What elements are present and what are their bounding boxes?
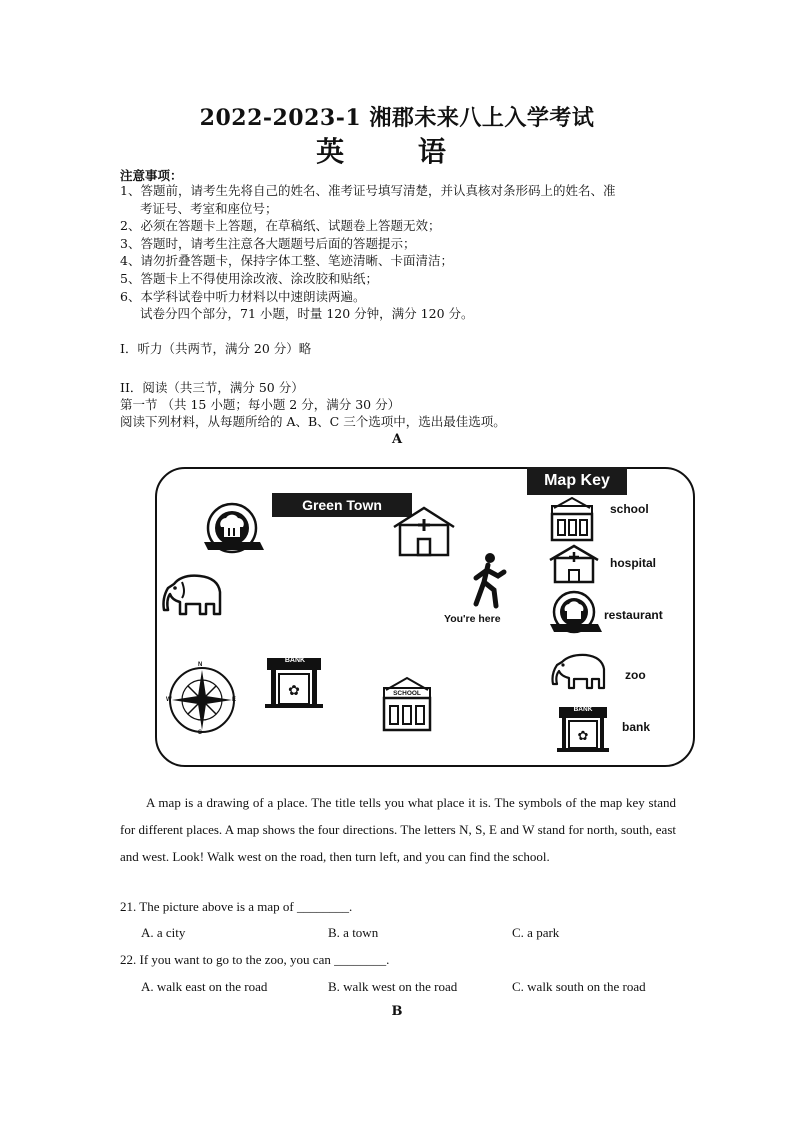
- compass-w: W: [166, 697, 172, 703]
- compass-n: N: [198, 662, 203, 668]
- key-bank-sign: BANK: [573, 706, 593, 713]
- passage-letter-a: A: [391, 432, 403, 447]
- map-title: Green Town: [302, 497, 382, 513]
- key-restaurant-icon: [548, 590, 602, 638]
- compass-icon: [166, 664, 238, 736]
- key-school-label: school: [610, 502, 649, 516]
- key-restaurant-label: restaurant: [604, 608, 663, 622]
- listening-section: I．听力（共两节，满分 20 分）略: [120, 341, 312, 356]
- notice-item: 考证号、考室和座位号；: [140, 200, 278, 216]
- part-one-heading: 第一节 （共 15 小题；每小题 2 分，满分 30 分）: [120, 397, 401, 412]
- elephant-icon: [160, 572, 226, 620]
- restaurant-icon: [202, 502, 266, 560]
- walking-person-icon: [466, 550, 512, 610]
- key-bank-label: bank: [622, 720, 651, 734]
- school-icon: [380, 676, 434, 732]
- hospital-icon: [390, 505, 460, 557]
- q22-option-b: B. walk west on the road: [328, 979, 458, 994]
- notice-item: 6、本学科试卷中听力材料以中速朗读两遍。: [120, 288, 366, 304]
- notice-item: 4、请勿折叠答题卡，保持字体工整、笔迹清晰、卡面清洁；: [120, 253, 453, 269]
- svg-text:✿: ✿: [577, 729, 589, 744]
- instruction-text: 阅读下列材料，从每题所给的 A、B、C 三个选项中，选出最佳选项。: [120, 414, 506, 429]
- svg-text:✿: ✿: [288, 683, 300, 699]
- notice-list: [120, 182, 680, 323]
- bank-sign: BANK: [284, 657, 306, 664]
- notice-item: 5、答题卡上不得使用涂改液、涂改胶和贴纸；: [120, 270, 378, 286]
- key-hospital-icon: [548, 544, 600, 584]
- notice-item: 试卷分四个部分，71 小题，时量 120 分钟，满分 120 分。: [140, 306, 474, 322]
- passage-text: A map is a drawing of a place. The title tells you what place it is. The symbols of the map key stand for different places. A map shows the four directions. The letters N, S, E and W stand for north, south, east and west. Look! Walk west on the road, then turn left, and you can find the school.: [120, 795, 676, 864]
- passage-letter-b: B: [391, 1004, 403, 1019]
- map-key-banner: [527, 467, 627, 495]
- map-key-title: Map Key: [544, 472, 610, 489]
- bank-icon: [265, 656, 325, 710]
- you-are-here-label: You're here: [444, 613, 501, 625]
- q22-option-a: A. walk east on the road: [141, 979, 268, 994]
- q21-option-c: C. a park: [512, 925, 560, 940]
- compass-e: E: [232, 697, 237, 703]
- exam-title: 2022-2023-1 湘郡未来八上入学考试: [199, 105, 595, 131]
- school-sign: SCHOOL: [393, 690, 421, 697]
- q21-option-a: A. a city: [141, 925, 186, 940]
- notice-item: 2、必须在答题卡上答题，在草稿纸、试题卷上答题无效；: [120, 218, 441, 234]
- notice-item: 3、答题时，请考生注意各大题题号后面的答题提示；: [120, 235, 416, 251]
- notice-item: 1、答题前，请考生先将自己的姓名、准考证号填写清楚，并认真核对条形码上的姓名、准: [120, 183, 616, 198]
- key-school-icon: [550, 496, 594, 542]
- subject-title: 英 语: [316, 135, 478, 168]
- q22-option-c: C. walk south on the road: [512, 979, 646, 994]
- key-zoo-label: zoo: [625, 668, 646, 682]
- reading-section: II．阅读（共三节，满分 50 分）: [120, 380, 304, 395]
- question-21: 21. The picture above is a map of ________.: [120, 899, 353, 914]
- reading-passage: [120, 789, 676, 870]
- q21-option-b: B. a town: [328, 925, 379, 940]
- question-22: 22. If you want to go to the zoo, you can ________.: [120, 952, 390, 967]
- key-hospital-label: hospital: [610, 556, 657, 570]
- notice-heading: 注意事项：: [120, 168, 183, 183]
- compass-s: S: [198, 730, 203, 736]
- key-elephant-icon: [550, 652, 610, 692]
